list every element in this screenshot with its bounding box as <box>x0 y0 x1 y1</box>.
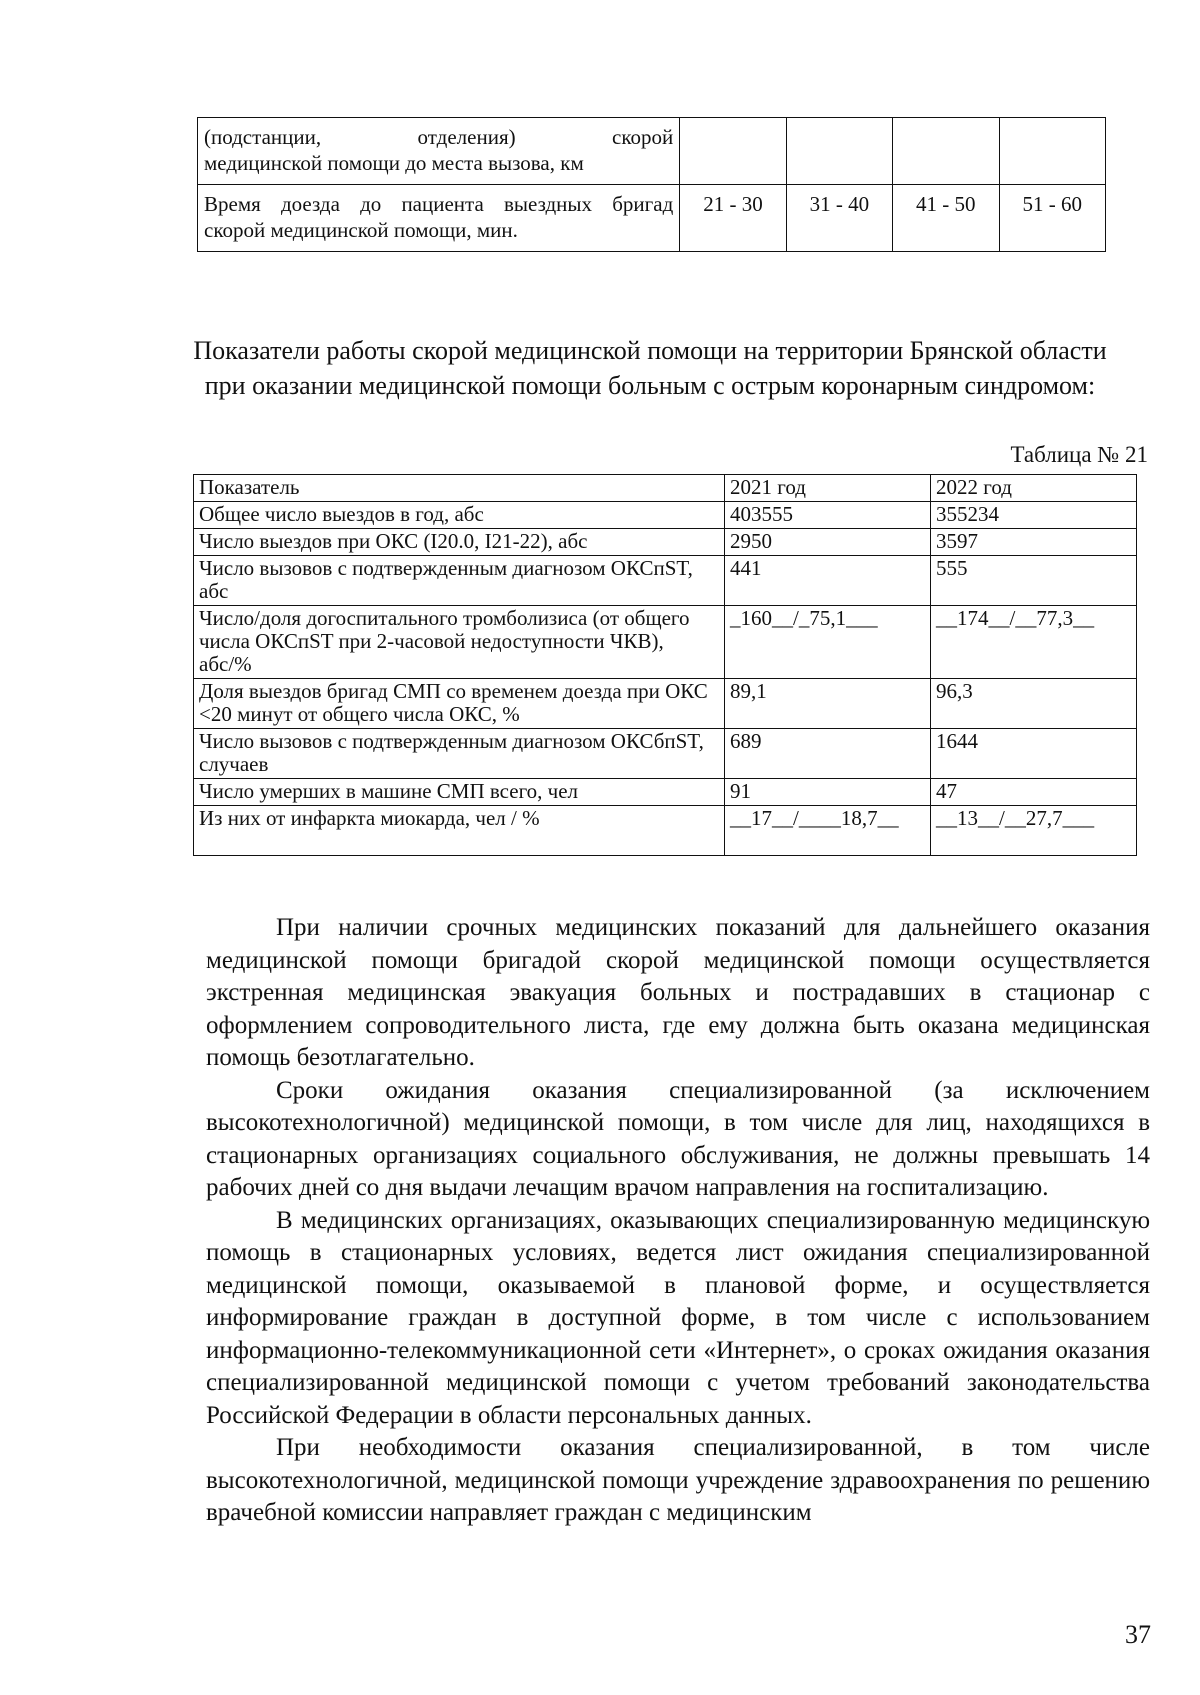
table-cell <box>786 118 892 185</box>
value-2022: __13__/__27,7___ <box>931 806 1137 856</box>
indicator-label: Число выездов при ОКС (I20.0, I21-22), абс <box>194 529 725 556</box>
table-cell: 41 - 50 <box>893 185 999 252</box>
value-2021: 91 <box>725 779 931 806</box>
travel-distance-table <box>197 117 1106 252</box>
section-heading: Показатели работы скорой медицинской помощи на территории Брянской области при оказании медицинской помощи больным с острым коронарным синдромом: <box>193 336 1107 400</box>
table-row <box>194 529 1137 556</box>
table-row <box>198 118 1106 185</box>
value-2022: 555 <box>931 556 1137 606</box>
value-2021: __17__/____18,7__ <box>725 806 931 856</box>
table-row <box>194 779 1137 806</box>
value-2022: 96,3 <box>931 679 1137 729</box>
value-2022: __174__/__77,3__ <box>931 606 1137 679</box>
table-cell <box>680 118 786 185</box>
paragraph: При необходимости оказания специализированной, в том числе высокотехнологичной, медицинской помощи учреждение здравоохранения по решению врачебной комиссии направляет граждан с медицинским <box>206 1434 1150 1526</box>
column-header: 2021 год <box>725 475 931 502</box>
value-2021: 441 <box>725 556 931 606</box>
table-cell <box>893 118 999 185</box>
value-2021: 689 <box>725 729 931 779</box>
table-cell <box>999 118 1105 185</box>
table-row <box>194 556 1137 606</box>
table-row <box>194 806 1137 856</box>
table-row <box>194 729 1137 779</box>
table-cell: 31 - 40 <box>786 185 892 252</box>
value-2022: 355234 <box>931 502 1137 529</box>
value-2021: 2950 <box>725 529 931 556</box>
indicator-label: Доля выездов бригад СМП со временем доезда при ОКС <20 минут от общего числа ОКС, % <box>194 679 725 729</box>
indicator-label: Из них от инфаркта миокарда, чел / % <box>194 806 725 856</box>
indicator-label: Число вызовов с подтвержденным диагнозом ОКСбпST, случаев <box>194 729 725 779</box>
page-number: 37 <box>1125 1620 1151 1649</box>
value-2022: 47 <box>931 779 1137 806</box>
row-label: (подстанции, отделения) скорой медицинской помощи до места вызова, км <box>198 118 680 185</box>
row-label: Время доезда до пациента выездных бригад скорой медицинской помощи, мин. <box>198 185 680 252</box>
indicator-label: Число вызовов с подтвержденным диагнозом ОКСпST, абс <box>194 556 725 606</box>
table-row <box>194 502 1137 529</box>
indicator-label: Общее число выездов в год, абс <box>194 502 725 529</box>
value-2021: 403555 <box>725 502 931 529</box>
paragraph: При наличии срочных медицинских показаний для дальнейшего оказания медицинской помощи бригадой скорой медицинской помощи осуществляется экстренная медицинская эвакуация больных и пострадавших в стационар с оформлением сопроводительного листа, где ему должна быть оказана медицинская помощь безотлагательно. <box>206 914 1150 1071</box>
paragraph: В медицинских организациях, оказывающих специализированную медицинскую помощь в стационарных условиях, ведется лист ожидания специализированной медицинской помощи, оказываемой в плановой форме, и осуществляется информирование граждан в доступной форме, в том числе с использованием информационно-телекоммуникационной сети «Интернет», о сроках ожидания оказания специализированной медицинской помощи с учетом требований законодательства Российской Федерации в области персональных данных. <box>206 1206 1150 1429</box>
indicator-label: Число умерших в машине СМП всего, чел <box>194 779 725 806</box>
table-row <box>194 606 1137 679</box>
table-row <box>198 185 1106 252</box>
table-caption: Таблица № 21 <box>1010 442 1148 467</box>
value-2021: _160__/_75,1___ <box>725 606 931 679</box>
value-2021: 89,1 <box>725 679 931 729</box>
table-row <box>194 679 1137 729</box>
acs-indicators-table <box>193 474 1137 856</box>
column-header: 2022 год <box>931 475 1137 502</box>
column-header: Показатель <box>194 475 725 502</box>
indicator-label: Число/доля догоспитального тромболизиса (от общего числа ОКСпST при 2-часовой недоступности ЧКВ), абс/% <box>194 606 725 679</box>
value-2022: 1644 <box>931 729 1137 779</box>
table-cell: 21 - 30 <box>680 185 786 252</box>
value-2022: 3597 <box>931 529 1137 556</box>
table-header-row <box>194 475 1137 502</box>
body-text <box>206 912 1150 1530</box>
table-cell: 51 - 60 <box>999 185 1105 252</box>
paragraph: Сроки ожидания оказания специализированной (за исключением высокотехнологичной) медицинской помощи, в том числе для лиц, находящихся в стационарных организациях социального обслуживания, не должны превышать 14 рабочих дней со дня выдачи лечащим врачом направления на госпитализацию. <box>206 1076 1150 1201</box>
